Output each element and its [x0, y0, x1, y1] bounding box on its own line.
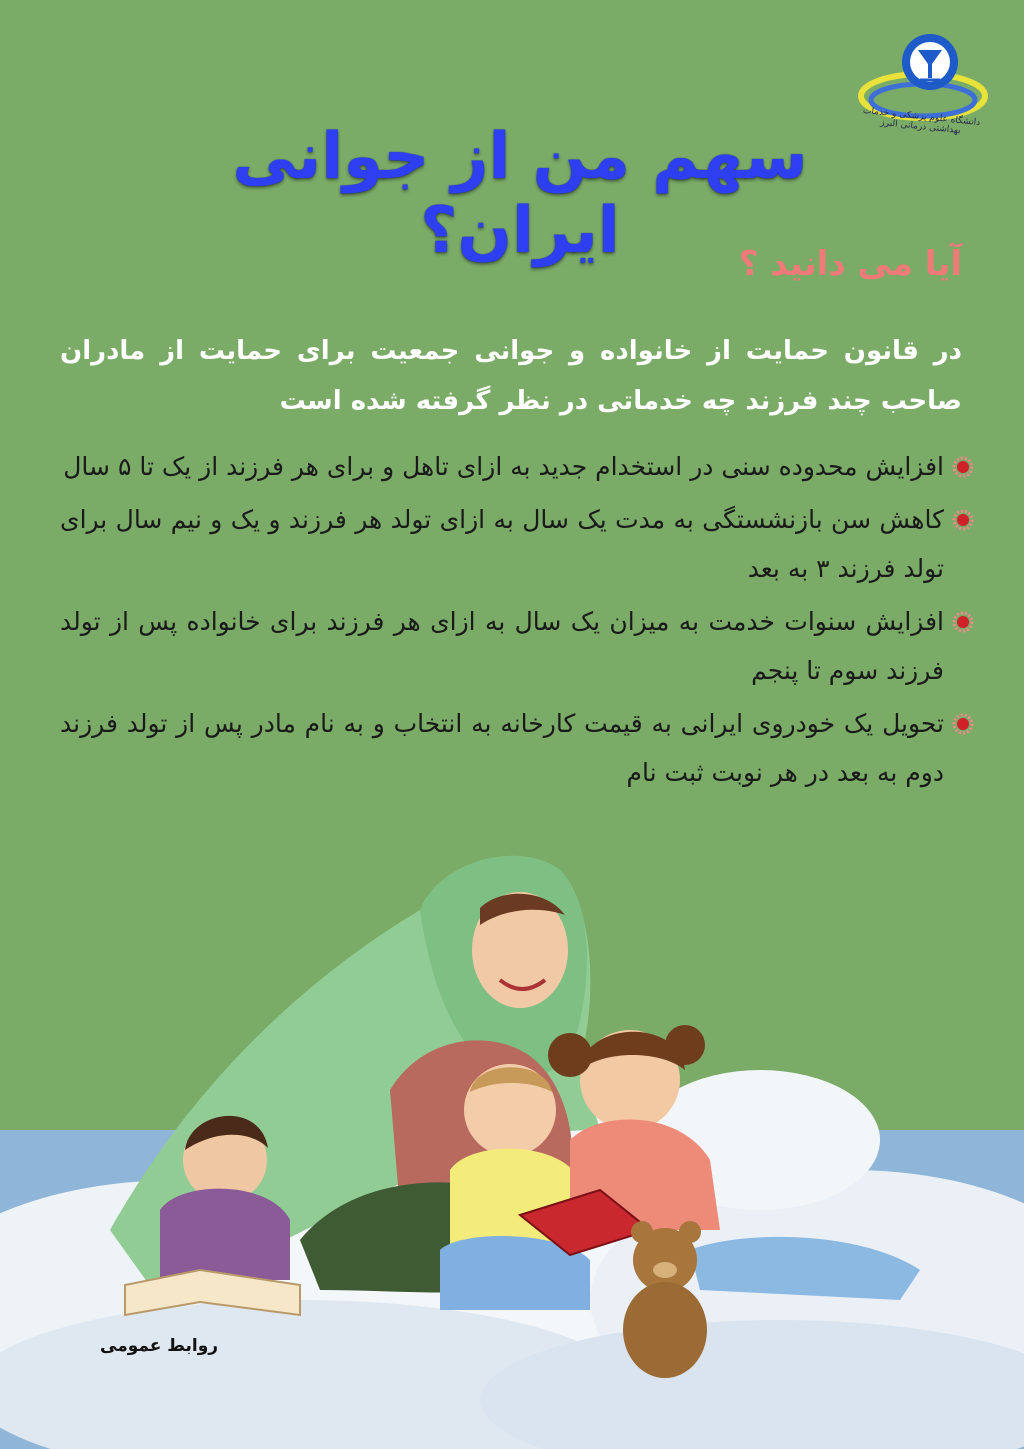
family-reading-illustration — [0, 830, 1024, 1449]
benefit-text: افزایش محدوده سنی در استخدام جدید به ازای تاهل و برای هر فرزند از یک تا ۵ سال — [63, 452, 944, 481]
credit-label: روابط عمومی — [100, 1336, 219, 1356]
bullet-icon — [952, 456, 974, 478]
logo-caption: دانشگاه علوم پزشکی و خدمات بهداشتی درمانی البرز — [862, 105, 981, 137]
benefit-item — [60, 699, 974, 797]
bullet-icon — [952, 611, 974, 633]
benefit-item — [60, 442, 974, 491]
page-title: سهم من از جوانی ایران؟ — [232, 120, 808, 268]
benefit-item — [60, 597, 974, 695]
benefit-text: تحویل یک خودروی ایرانی به قیمت کارخانه به انتخاب و به نام مادر پس از تولد فرزند دوم به بعد در هر نوبت ثبت نام — [60, 709, 944, 787]
bullet-icon — [952, 509, 974, 531]
bullet-icon — [952, 713, 974, 735]
benefit-text: افزایش سنوات خدمت به میزان یک سال به ازای هر فرزند برای خانواده پس از تولد فرزند سوم تا پنجم — [60, 607, 944, 685]
question-heading: آیا می دانید ؟ — [738, 244, 962, 284]
benefit-item — [60, 495, 974, 593]
benefits-list — [60, 442, 974, 801]
intro-paragraph: در قانون حمایت از خانواده و جوانی جمعیت برای حمایت از مادران صاحب چند فرزند چه خدماتی در نظر گرفته شده است — [60, 336, 962, 416]
benefit-text: کاهش سن بازنشستگی به مدت یک سال به ازای تولد هر فرزند و یک و نیم سال برای تولد فرزند ۳ به بعد — [60, 505, 944, 583]
